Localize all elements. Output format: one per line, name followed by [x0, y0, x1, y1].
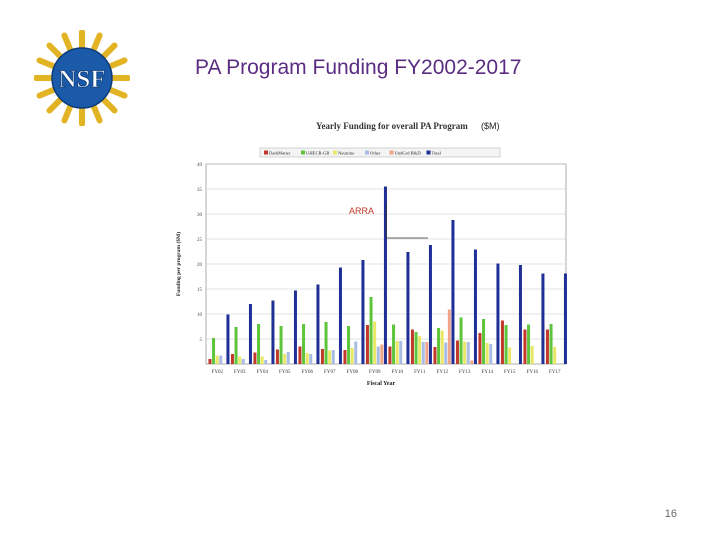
- bar-neutrino: [283, 354, 286, 364]
- bar-neutrino: [553, 347, 556, 364]
- bar-other: [242, 359, 245, 364]
- bar-total: [519, 265, 522, 364]
- bar-other: [489, 344, 492, 364]
- bar-neutrino: [351, 348, 354, 364]
- bar-darkmatter: [253, 353, 256, 365]
- bar-other: [444, 343, 447, 365]
- x-tick-label: FY03: [234, 370, 246, 375]
- bar-darkmatter: [231, 354, 234, 364]
- bar-other: [309, 354, 312, 364]
- bar-total: [294, 291, 297, 365]
- legend-swatch: [264, 151, 268, 155]
- bar-uhecr-gr: [415, 332, 418, 364]
- x-tick-label: FY12: [436, 370, 448, 375]
- bar-darkmatter: [433, 347, 436, 364]
- bar-total: [249, 304, 252, 364]
- bar-total: [564, 274, 567, 365]
- funding-bar-chart: [168, 144, 568, 392]
- y-tick-label: 15: [197, 288, 202, 293]
- x-tick-label: FY04: [256, 370, 268, 375]
- bar-total: [316, 285, 319, 365]
- legend-label: DarkMatter: [269, 150, 291, 156]
- bar-darkmatter: [456, 341, 459, 365]
- bar-other: [399, 341, 402, 364]
- bar-neutrino: [373, 322, 376, 365]
- page-number: 16: [664, 508, 677, 520]
- y-tick-label: 5: [199, 338, 202, 343]
- bar-uhecr-gr: [505, 325, 508, 364]
- x-tick-label: FY09: [369, 370, 381, 375]
- y-tick-label: 10: [197, 313, 202, 318]
- bar-total: [496, 264, 499, 365]
- bar-total: [339, 268, 342, 365]
- bar-uhecr-gr: [212, 338, 215, 364]
- bar-total: [541, 274, 544, 365]
- bar-uhecr-gr: [347, 326, 350, 364]
- chart-title: Yearly Funding for overall PA Program: [316, 121, 468, 131]
- bar-total: [406, 252, 409, 364]
- bar-neutrino: [216, 356, 219, 365]
- bar-darkmatter: [298, 347, 301, 365]
- bar-undgrd-r-d: [380, 345, 383, 365]
- bar-uhecr-gr: [325, 322, 328, 364]
- bar-uhecr-gr: [280, 326, 283, 364]
- legend-label: Other: [370, 150, 381, 156]
- bar-uhecr-gr: [527, 325, 530, 365]
- bar-other: [354, 342, 357, 365]
- x-tick-label: FY08: [346, 370, 358, 375]
- x-tick-label: FY14: [481, 370, 493, 375]
- legend-swatch: [333, 151, 337, 155]
- bar-neutrino: [486, 343, 489, 364]
- bar-neutrino: [396, 341, 399, 364]
- y-tick-label: 20: [197, 263, 202, 268]
- bar-other: [467, 342, 470, 364]
- bar-darkmatter: [501, 321, 504, 365]
- x-tick-label: FY15: [504, 370, 516, 375]
- x-tick-label: FY13: [459, 370, 471, 375]
- x-tick-label: FY02: [211, 370, 223, 375]
- bar-neutrino: [531, 346, 534, 364]
- bar-other: [422, 342, 425, 364]
- bar-uhecr-gr: [235, 327, 238, 364]
- bar-neutrino: [261, 357, 264, 365]
- bar-other: [332, 350, 335, 364]
- slide-title: PA Program Funding FY2002-2017: [195, 56, 522, 79]
- bar-darkmatter: [343, 350, 346, 364]
- bar-darkmatter: [276, 350, 279, 365]
- bar-darkmatter: [366, 325, 369, 364]
- bar-darkmatter: [321, 349, 324, 364]
- bar-neutrino: [463, 342, 466, 365]
- x-tick-label: FY06: [301, 370, 313, 375]
- y-tick-label: 40: [197, 163, 202, 168]
- y-tick-label: 35: [197, 188, 202, 193]
- bar-darkmatter: [411, 330, 414, 365]
- bar-total: [361, 260, 364, 364]
- legend-swatch: [427, 151, 431, 155]
- bar-undgrd-r-d: [425, 342, 428, 364]
- legend-label: UHECR-GR: [306, 150, 330, 156]
- x-tick-label: FY17: [549, 370, 561, 375]
- x-tick-label: FY07: [324, 370, 336, 375]
- bar-total: [226, 315, 229, 365]
- nsf-logo: [34, 30, 130, 126]
- x-axis-label: Fiscal Year: [366, 381, 396, 387]
- legend-swatch: [390, 151, 394, 155]
- bar-undgrd-r-d: [470, 361, 473, 365]
- bar-neutrino: [306, 353, 309, 364]
- bar-darkmatter: [388, 347, 391, 365]
- x-tick-label: FY10: [391, 370, 403, 375]
- bar-undgrd-r-d: [448, 310, 451, 365]
- arra-annotation: ARRA: [349, 206, 375, 216]
- bar-total: [271, 301, 274, 365]
- y-tick-label: 30: [197, 213, 202, 218]
- bar-other: [264, 360, 267, 364]
- bar-neutrino: [508, 348, 511, 365]
- bar-neutrino: [328, 351, 331, 365]
- bar-darkmatter: [208, 359, 211, 364]
- x-tick-label: FY16: [526, 370, 538, 375]
- bar-neutrino: [441, 331, 444, 365]
- legend-label: Neutrino: [338, 150, 355, 156]
- bar-total: [451, 220, 454, 364]
- bar-other: [377, 347, 380, 365]
- bar-neutrino: [418, 336, 421, 364]
- bar-uhecr-gr: [460, 318, 463, 365]
- bar-other: [287, 352, 290, 364]
- bar-total: [474, 250, 477, 365]
- bar-uhecr-gr: [482, 319, 485, 364]
- legend-label: UndGrd R&D: [394, 150, 421, 156]
- x-tick-label: FY11: [414, 370, 426, 375]
- bar-darkmatter: [546, 330, 549, 365]
- bar-uhecr-gr: [370, 297, 373, 364]
- legend-swatch: [301, 151, 305, 155]
- legend-swatch: [365, 151, 369, 155]
- y-axis-label: Funding per program ($M): [176, 231, 182, 297]
- bar-darkmatter: [478, 333, 481, 364]
- bar-neutrino: [238, 357, 241, 365]
- bar-uhecr-gr: [550, 324, 553, 364]
- legend-label: Total: [431, 150, 441, 156]
- bar-uhecr-gr: [392, 325, 395, 365]
- y-tick-label: 25: [197, 238, 202, 243]
- bar-uhecr-gr: [437, 328, 440, 364]
- bar-darkmatter: [523, 330, 526, 365]
- bar-uhecr-gr: [257, 324, 260, 364]
- bar-uhecr-gr: [302, 324, 305, 364]
- bar-other: [219, 356, 222, 365]
- x-tick-label: FY05: [279, 370, 291, 375]
- unit-note: ($M): [481, 121, 500, 131]
- nsf-logo-text: NSF: [58, 66, 106, 93]
- bar-total: [429, 245, 432, 364]
